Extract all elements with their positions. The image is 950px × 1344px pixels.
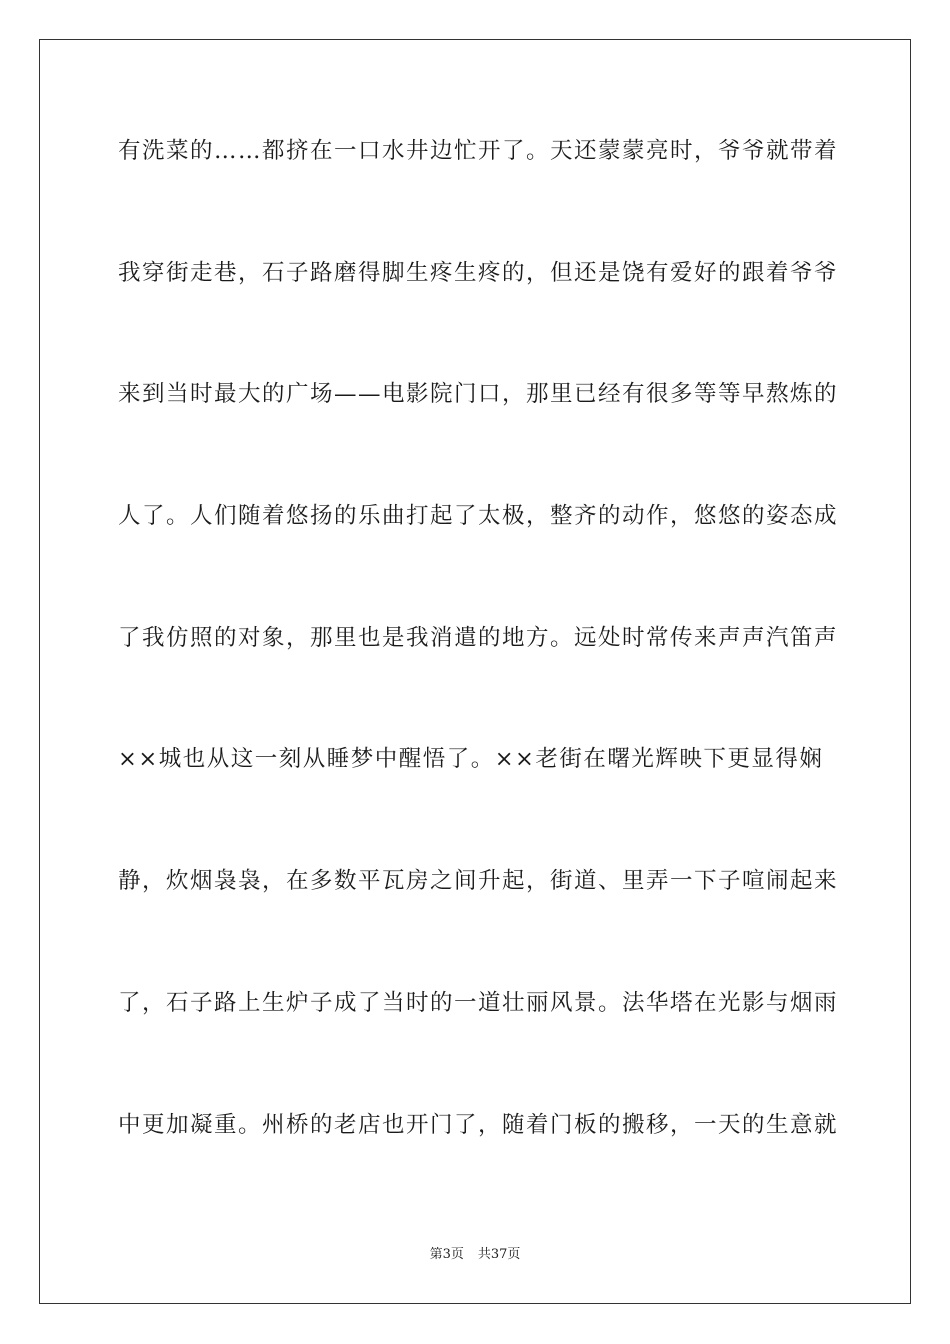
body-text bbox=[118, 128, 838, 1223]
text-line-2: 我穿街走巷，石子路磨得脚生疼生疼的，但还是饶有爱好的跟着爷爷 bbox=[118, 259, 839, 286]
text-line-5: 了我仿照的对象，那里也是我消遣的地方。远处时常传来声声汽笛声 bbox=[118, 624, 839, 651]
text-line-6: ××城也从这一刻从睡梦中醒悟了。××老街在曙光辉映下更显得娴 bbox=[118, 746, 824, 773]
text-line-7: 静，炊烟袅袅，在多数平瓦房之间升起，街道、里弄一下子喧闹起来 bbox=[118, 868, 839, 895]
page-footer bbox=[0, 1246, 950, 1264]
text-line-1: 有洗菜的……都挤在一口水井边忙开了。天还蒙蒙亮时，爷爷就带着 bbox=[118, 138, 839, 164]
text-line-8: 了，石子路上生炉子成了当时的一道壮丽风景。法华塔在光影与烟雨 bbox=[118, 989, 839, 1016]
text-line-9: 中更加凝重。州桥的老店也开门了，随着门板的搬移，一天的生意就 bbox=[118, 1111, 839, 1138]
page-total: 共37页 bbox=[477, 1247, 521, 1262]
text-line-4: 人了。人们随着悠扬的乐曲打起了太极，整齐的动作，悠悠的姿态成 bbox=[118, 503, 839, 530]
page-number: 第3页 bbox=[429, 1247, 464, 1262]
text-line-3: 来到当时最大的广场——电影院门口，那里已经有很多等等早熬炼的 bbox=[118, 381, 839, 408]
